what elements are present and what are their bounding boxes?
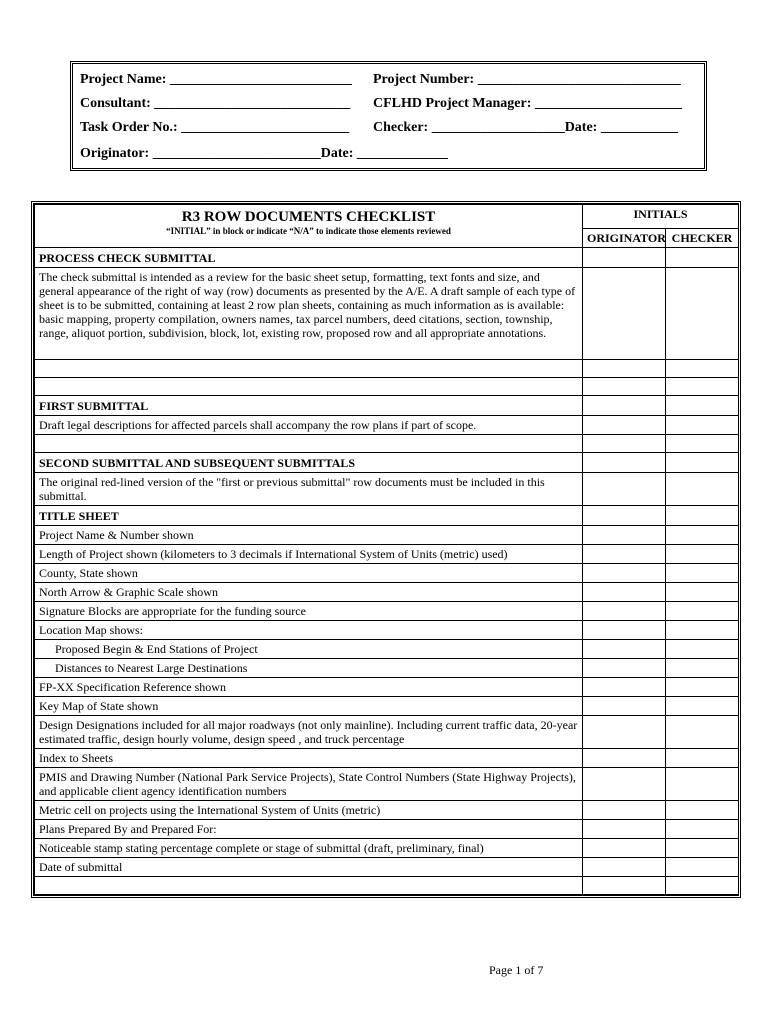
originator-initials-cell[interactable] xyxy=(583,602,666,621)
checker-initials-cell[interactable] xyxy=(666,378,739,396)
checklist-row xyxy=(35,268,739,360)
originator-initials-cell[interactable] xyxy=(583,820,666,839)
task-order-field[interactable]: Task Order No.: ________________________ xyxy=(80,120,350,135)
originator-initials-cell[interactable] xyxy=(583,416,666,435)
section-header-row xyxy=(35,506,739,526)
checklist-item-text: Index to Sheets xyxy=(35,749,583,768)
checker-initials-cell[interactable] xyxy=(666,621,739,640)
checker-initials-cell[interactable] xyxy=(666,659,739,678)
checker-initials-cell[interactable] xyxy=(666,858,739,877)
checklist-row xyxy=(35,564,739,583)
checklist-item-text: Length of Project shown (kilometers to 3 decimals if International System of Units (metric) used) xyxy=(35,545,583,564)
checker-initials-cell[interactable] xyxy=(666,564,739,583)
originator-initials-cell[interactable] xyxy=(583,678,666,697)
checker-initials-cell[interactable] xyxy=(666,749,739,768)
checker-initials-cell[interactable] xyxy=(666,768,739,801)
checklist-item-text xyxy=(35,360,583,378)
section-title: TITLE SHEET xyxy=(35,506,583,526)
checklist-row xyxy=(35,697,739,716)
checker-initials-cell[interactable] xyxy=(666,678,739,697)
checker-initials-cell[interactable] xyxy=(666,506,739,526)
checklist-row xyxy=(35,640,739,659)
section-title: PROCESS CHECK SUBMITTAL xyxy=(35,248,583,268)
originator-initials-cell[interactable] xyxy=(583,526,666,545)
originator-initials-cell[interactable] xyxy=(583,801,666,820)
originator-initials-cell[interactable] xyxy=(583,248,666,268)
checklist-row xyxy=(35,378,739,396)
consultant-field[interactable]: Consultant: ____________________________ xyxy=(80,96,351,111)
checker-initials-cell[interactable] xyxy=(666,435,739,453)
project-info-box xyxy=(70,61,707,171)
originator-initials-cell[interactable] xyxy=(583,839,666,858)
originator-initials-cell[interactable] xyxy=(583,506,666,526)
checklist-title: R3 ROW DOCUMENTS CHECKLIST xyxy=(181,209,436,225)
checklist-row xyxy=(35,602,739,621)
checklist-item-text: PMIS and Drawing Number (National Park Service Projects), State Control Numbers (State Highway Projects), and applicable client agency identification numbers xyxy=(35,768,583,801)
checker-initials-cell[interactable] xyxy=(666,640,739,659)
checklist-item-text: Key Map of State shown xyxy=(35,697,583,716)
originator-initials-cell[interactable] xyxy=(583,858,666,877)
originator-initials-cell[interactable] xyxy=(583,396,666,416)
checklist-row xyxy=(35,416,739,435)
section-header-row xyxy=(35,396,739,416)
checklist-row xyxy=(35,716,739,749)
checker-initials-cell[interactable] xyxy=(666,268,739,360)
checker-initials-cell[interactable] xyxy=(666,360,739,378)
checklist-row xyxy=(35,877,739,895)
originator-initials-cell[interactable] xyxy=(583,473,666,506)
checklist-table xyxy=(34,204,739,895)
checklist-item-text: Proposed Begin & End Stations of Project xyxy=(35,640,583,659)
checker-initials-cell[interactable] xyxy=(666,839,739,858)
checker-initials-cell[interactable] xyxy=(666,801,739,820)
checker-initials-cell[interactable] xyxy=(666,248,739,268)
checklist-row xyxy=(35,526,739,545)
section-header-row xyxy=(35,453,739,473)
section-title: FIRST SUBMITTAL xyxy=(35,396,583,416)
originator-initials-cell[interactable] xyxy=(583,877,666,895)
section-title: SECOND SUBMITTAL AND SUBSEQUENT SUBMITTALS xyxy=(35,453,583,473)
checklist-item-text: Draft legal descriptions for affected parcels shall accompany the row plans if part of scope. xyxy=(35,416,583,435)
originator-initials-cell[interactable] xyxy=(583,453,666,473)
originator-initials-cell[interactable] xyxy=(583,583,666,602)
checklist-item-text: County, State shown xyxy=(35,564,583,583)
checklist-item-text: Signature Blocks are appropriate for the funding source xyxy=(35,602,583,621)
originator-initials-cell[interactable] xyxy=(583,749,666,768)
checker-initials-cell[interactable] xyxy=(666,716,739,749)
checker-initials-cell[interactable] xyxy=(666,453,739,473)
checklist-item-text: FP-XX Specification Reference shown xyxy=(35,678,583,697)
cflhd-project-manager-field[interactable]: CFLHD Project Manager: _____________________ xyxy=(373,96,682,111)
checklist-item-text: North Arrow & Graphic Scale shown xyxy=(35,583,583,602)
checklist-item-text xyxy=(35,877,583,895)
checklist-item-text xyxy=(35,435,583,453)
checker-initials-cell[interactable] xyxy=(666,396,739,416)
originator-initials-cell[interactable] xyxy=(583,640,666,659)
page-number: Page 1 of 7 xyxy=(489,963,544,977)
originator-initials-cell[interactable] xyxy=(583,659,666,678)
checklist-row xyxy=(35,858,739,877)
originator-initials-cell[interactable] xyxy=(583,378,666,396)
checklist-row xyxy=(35,678,739,697)
checklist-item-text xyxy=(35,378,583,396)
checklist-item-text: Design Designations included for all major roadways (not only mainline). Including current traffic data, 20-year estimated traffic, design hourly volume, design speed , and truck percentage xyxy=(35,716,583,749)
originator-initials-cell[interactable] xyxy=(583,360,666,378)
checklist-item-text: Project Name & Number shown xyxy=(35,526,583,545)
project-number-field[interactable]: Project Number: _____________________________ xyxy=(373,72,681,87)
checklist-item-text: Date of submittal xyxy=(35,858,583,877)
checklist-row xyxy=(35,583,739,602)
originator-initials-cell[interactable] xyxy=(583,716,666,749)
checker-initials-cell[interactable] xyxy=(666,526,739,545)
originator-initials-cell[interactable] xyxy=(583,621,666,640)
checker-initials-cell[interactable] xyxy=(666,697,739,716)
checker-initials-cell[interactable] xyxy=(666,820,739,839)
checklist-row xyxy=(35,749,739,768)
originator-initials-cell[interactable] xyxy=(583,545,666,564)
checker-column-header: CHECKER xyxy=(666,229,739,248)
initials-header: INITIALS xyxy=(583,205,739,229)
checker-initials-cell[interactable] xyxy=(666,877,739,895)
section-header-row xyxy=(35,248,739,268)
checklist-item-text: Plans Prepared By and Prepared For: xyxy=(35,820,583,839)
checklist-row xyxy=(35,435,739,453)
checklist-row xyxy=(35,801,739,820)
checker-initials-cell[interactable] xyxy=(666,602,739,621)
originator-initials-cell[interactable] xyxy=(583,697,666,716)
checker-initials-cell[interactable] xyxy=(666,545,739,564)
checklist-item-text: Metric cell on projects using the International System of Units (metric) xyxy=(35,801,583,820)
checklist-item-text: The original red-lined version of the "first or previous submittal" row documents must be included in this submittal. xyxy=(35,473,583,506)
originator-column-header: ORIGINATOR xyxy=(583,229,666,248)
checker-initials-cell[interactable] xyxy=(666,583,739,602)
originator-initials-cell[interactable] xyxy=(583,268,666,360)
checklist-row xyxy=(35,360,739,378)
checker-date-field[interactable]: Checker: ___________________Date: ___________ xyxy=(373,120,678,135)
originator-date-field[interactable]: Originator: ________________________Date: _____________ xyxy=(80,146,448,161)
originator-initials-cell[interactable] xyxy=(583,564,666,583)
checklist-title-cell xyxy=(35,205,583,248)
checklist-row xyxy=(35,659,739,678)
checklist-item-text: Location Map shows: xyxy=(35,621,583,640)
checklist-row xyxy=(35,820,739,839)
checklist-item-text: Distances to Nearest Large Destinations xyxy=(35,659,583,678)
checker-initials-cell[interactable] xyxy=(666,416,739,435)
checklist-row xyxy=(35,768,739,801)
checklist-row xyxy=(35,839,739,858)
checklist-item-text: The check submittal is intended as a review for the basic sheet setup, formatting, text fonts and size, and general appearance of the right of way (row) documents as presented by the A/E. A draft sample of each type of sheet is to be submitted, containing at least 2 row plan sheets, containing as much information as is available: basic mapping, property compilation, owners names, tax parcel numbers, deed citations, section, township, range, aliquot portion, subdivision, block, lot, existing row, proposed row and all appropriate annotations. xyxy=(35,268,583,360)
originator-initials-cell[interactable] xyxy=(583,768,666,801)
checklist-row xyxy=(35,545,739,564)
originator-initials-cell[interactable] xyxy=(583,435,666,453)
checklist-row xyxy=(35,621,739,640)
checklist-instructions: “INITIAL” in block or indicate “N/A” to indicate those elements reviewed xyxy=(166,226,451,236)
checklist-row xyxy=(35,473,739,506)
project-name-field[interactable]: Project Name: __________________________ xyxy=(80,72,352,87)
row-documents-checklist xyxy=(31,201,741,898)
checker-initials-cell[interactable] xyxy=(666,473,739,506)
checklist-item-text: Noticeable stamp stating percentage complete or stage of submittal (draft, preliminary, final) xyxy=(35,839,583,858)
